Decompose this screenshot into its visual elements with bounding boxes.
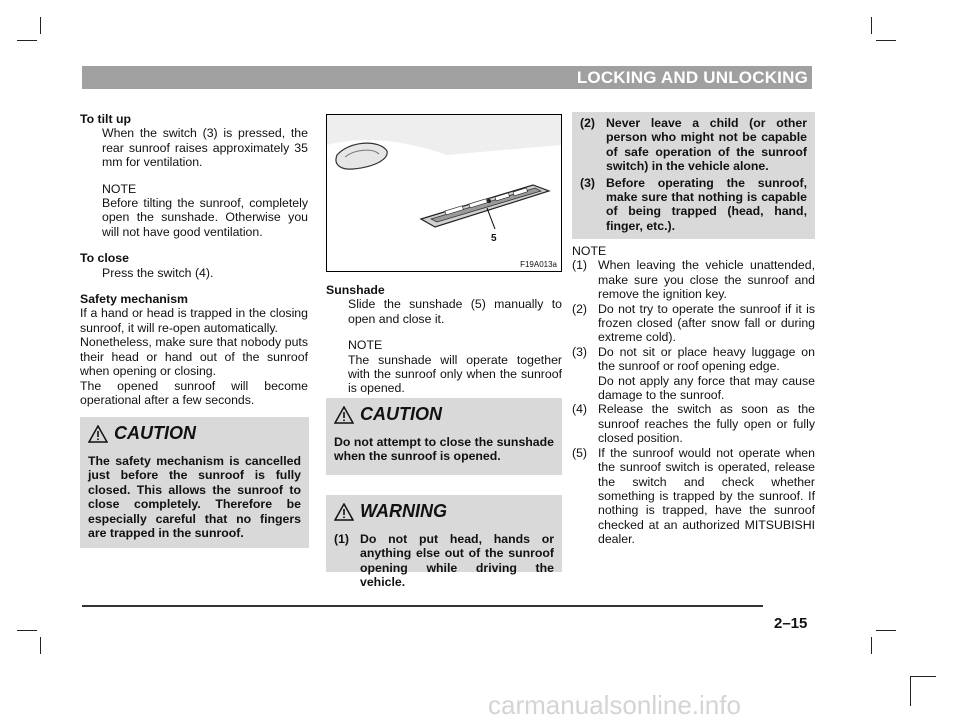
note-label: NOTE — [348, 338, 383, 353]
crop-mark — [17, 40, 37, 41]
item-text: Never leave a child (or other person who might not be capable of safe operation of the sunroof switch) in the vehicle alone. — [606, 116, 807, 174]
right-column — [572, 244, 815, 547]
safety-paragraph: The opened sunroof will become operational after a few seconds. — [80, 378, 308, 407]
item-number: (2) — [580, 116, 596, 130]
item-text: Do not apply any force that may cause damage to the sunroof. — [598, 373, 815, 403]
list-item — [580, 116, 807, 174]
section-title: LOCKING AND UNLOCKING — [576, 68, 808, 87]
item-text-group — [598, 345, 815, 403]
middle-column — [326, 283, 562, 396]
sunshade-text: Slide the sunshade (5) manually to open and close it. — [348, 297, 562, 326]
crop-mark — [40, 637, 41, 654]
safety-paragraph: Nonetheless, make sure that nobody puts their head or hand out of the sunroof when opening or closing. — [80, 335, 308, 379]
crop-mark — [910, 676, 911, 706]
warning-list — [580, 116, 807, 233]
item-text: Do not put head, hands or anything else out of the sunroof opening while driving the vehicle. — [360, 532, 554, 590]
item-text: If the sunroof would not operate when the sunroof switch is operated, release the switch and check whether something is trapped by the sunroof. If nothing is trapped, have the sunroof checked at an authorized MITSUBISHI dealer. — [598, 445, 815, 547]
sunshade-heading: Sunshade — [326, 283, 385, 297]
warning-triangle-icon — [334, 503, 354, 521]
list-item — [572, 345, 815, 403]
list-item — [572, 258, 815, 301]
sunroof-figure — [326, 114, 562, 272]
crop-mark — [876, 40, 896, 41]
list-item — [572, 446, 815, 547]
crop-mark — [910, 676, 936, 677]
figure-callout: 5 — [491, 233, 497, 244]
close-text: Press the switch (4). — [102, 265, 214, 280]
note-text: The sunshade will operate together with the sunroof only when the sunroof is opened. — [348, 352, 562, 396]
list-item — [334, 532, 554, 590]
note-label: NOTE — [102, 181, 137, 196]
item-number: (5) — [572, 445, 588, 460]
item-number: (3) — [580, 175, 596, 190]
warning-box-continued — [572, 112, 815, 239]
crop-mark — [876, 630, 896, 631]
note-text: Before tilting the sunroof, completely open the sunshade. Otherwise you will not have good ventilation. — [102, 196, 308, 239]
crop-mark — [17, 630, 37, 631]
figure-code: F19A013a — [520, 260, 557, 269]
left-column — [80, 112, 308, 407]
warning-triangle-icon — [88, 425, 108, 443]
footer-rule — [82, 605, 763, 607]
tilt-heading: To tilt up — [80, 112, 131, 126]
warning-list — [334, 532, 554, 590]
note-list — [572, 258, 815, 546]
caution-title: CAUTION — [114, 423, 196, 443]
safety-heading: Safety mechanism — [80, 292, 188, 307]
item-text: When leaving the vehicle unattended, make sure you close the sunroof and remove the ignition key. — [598, 258, 815, 302]
page-number: 2–15 — [774, 615, 808, 632]
item-text: Do not sit or place heavy luggage on the sunroof or roof opening edge. — [598, 344, 815, 374]
list-item — [580, 176, 807, 234]
list-item — [572, 402, 815, 445]
item-number: (4) — [572, 402, 588, 417]
caution-box — [326, 398, 562, 475]
caution-text: The safety mechanism is cancelled just before the sunroof is fully closed. This allows the sunroof to close completely. Therefore be especially careful that no fingers are trapped in the sunroof. — [88, 454, 301, 541]
warning-title: WARNING — [360, 501, 447, 521]
list-item — [572, 302, 815, 345]
item-number: (1) — [572, 258, 588, 273]
safety-paragraph: If a hand or head is trapped in the closing sunroof, it will re-open automatically. — [80, 306, 308, 335]
warning-heading — [334, 501, 554, 522]
item-text: Before operating the sunroof, make sure that nothing is capable of being trapped (head, hand, finger, etc.). — [606, 175, 807, 233]
caution-heading — [88, 423, 301, 444]
crop-mark — [871, 637, 872, 654]
caution-title: CAUTION — [360, 404, 442, 424]
section-header — [82, 66, 812, 89]
item-number: (2) — [572, 301, 588, 316]
warning-triangle-icon — [334, 406, 354, 424]
item-number: (3) — [572, 344, 588, 359]
item-text: Release the switch as soon as the sunroof reaches the fully open or fully closed position. — [598, 402, 815, 446]
watermark: carmanualsonline.info — [488, 690, 741, 720]
tilt-text: When the switch (3) is pressed, the rear sunroof raises approximately 35 mm for ventilation. — [102, 126, 308, 170]
caution-box — [80, 417, 309, 548]
item-text: Do not try to operate the sunroof if it is frozen closed (after snow fall or during extreme cold). — [598, 301, 815, 345]
note-label: NOTE — [572, 244, 607, 258]
crop-mark — [40, 17, 41, 34]
caution-text: Do not attempt to close the sunshade when the sunroof is opened. — [334, 435, 554, 464]
crop-mark — [871, 17, 872, 34]
warning-box — [326, 495, 562, 590]
close-heading: To close — [80, 251, 129, 266]
caution-heading — [334, 404, 554, 425]
sunroof-illustration — [327, 115, 561, 271]
item-number: (1) — [334, 532, 350, 546]
